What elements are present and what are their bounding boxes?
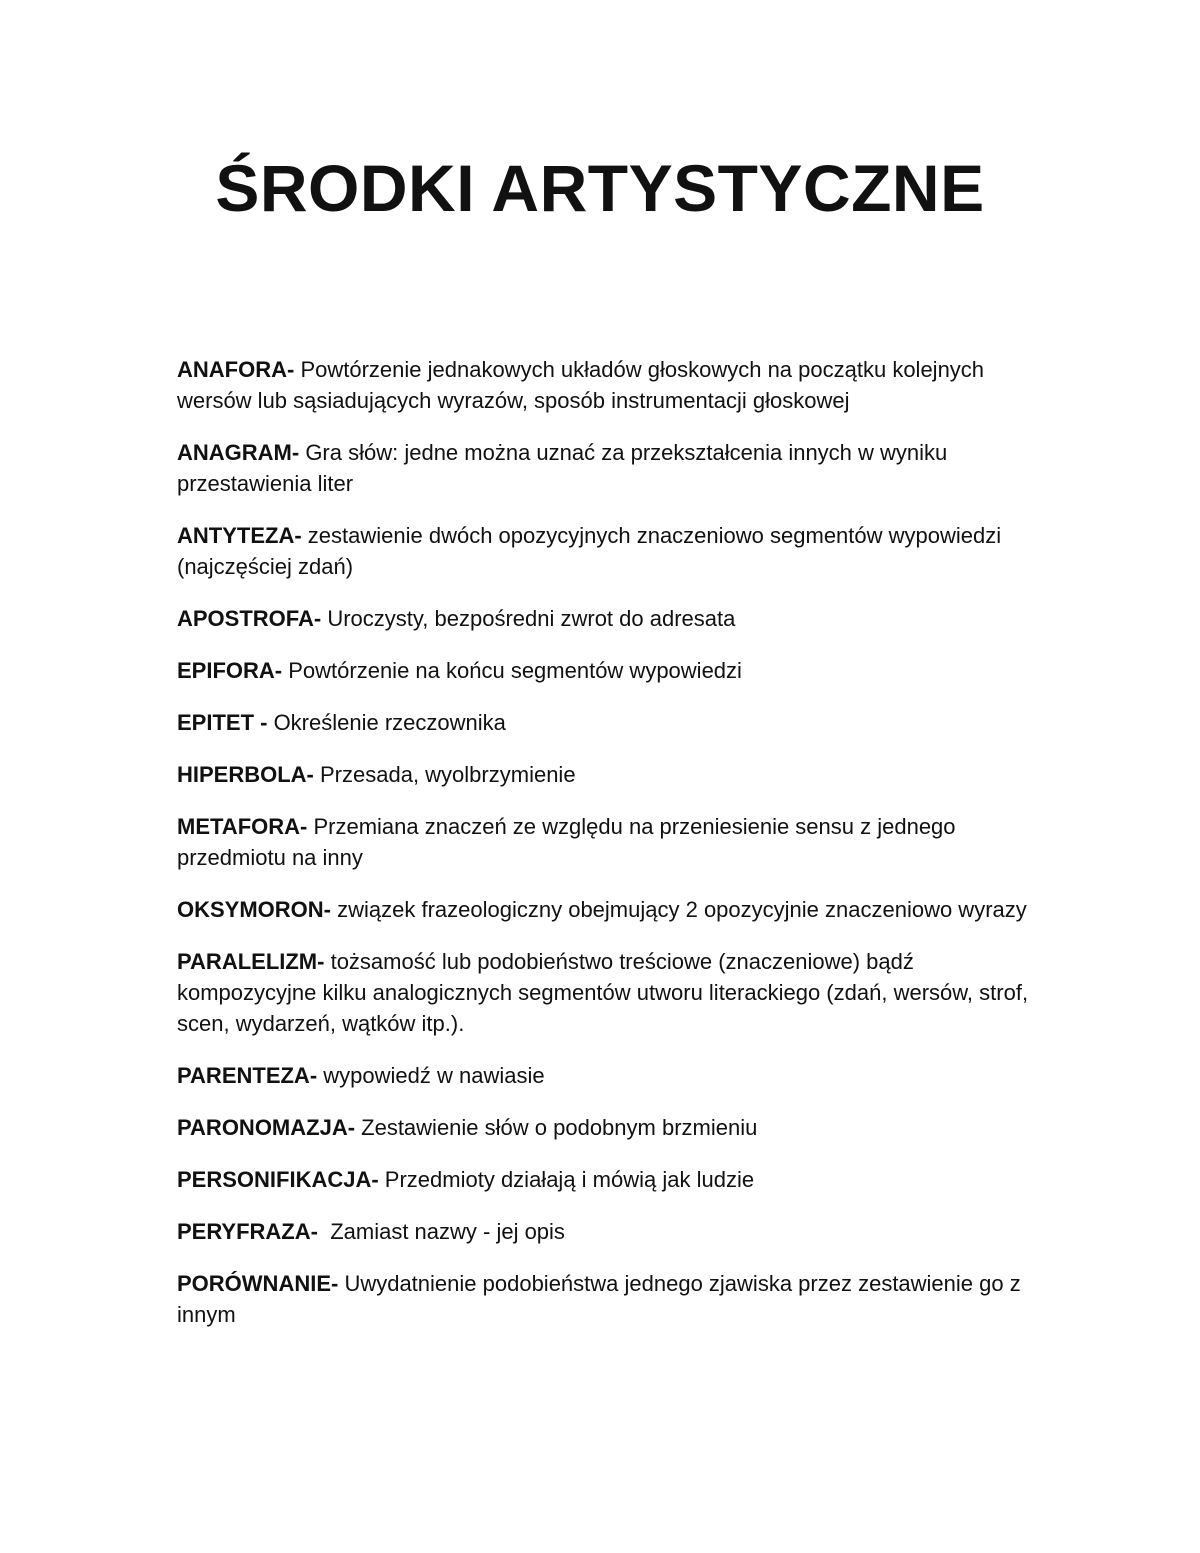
term: EPITET - [177, 710, 268, 735]
definition-entry [177, 603, 1037, 634]
term: EPIFORA- [177, 658, 283, 683]
definition-entry [177, 894, 1037, 925]
definition-entry [177, 354, 1037, 416]
term: PARONOMAZJA- [177, 1115, 356, 1140]
term: METAFORA- [177, 814, 308, 839]
term: HIPERBOLA- [177, 762, 314, 787]
definition-entry [177, 1060, 1037, 1091]
definition-entry [177, 655, 1037, 686]
term: PARENTEZA- [177, 1063, 318, 1088]
definition: Przedmioty działają i mówią jak ludzie [378, 1167, 755, 1192]
definition-entry [177, 437, 1037, 499]
definition-entry [177, 1112, 1037, 1143]
definition: Powtórzenie na końcu segmentów wypowiedzi [282, 658, 742, 683]
definition-entry [177, 811, 1037, 873]
term: ANAGRAM- [177, 440, 300, 465]
definition: Powtórzenie jednakowych układów głoskowych na początku kolejnych wersów lub sąsiadujących wyrazów, sposób instrumentacji głoskowej [177, 357, 985, 413]
definition: Uroczysty, bezpośredni zwrot do adresata [321, 606, 736, 631]
definitions-list [177, 354, 1037, 1330]
definition: zestawienie dwóch opozycyjnych znaczeniowo segmentów wypowiedzi (najczęściej zdań) [177, 523, 1002, 579]
definition-entry [177, 520, 1037, 582]
definition-entry [177, 1216, 1037, 1247]
term: ANTYTEZA- [177, 523, 302, 548]
document-title: ŚRODKI ARTYSTYCZNE [215, 151, 985, 225]
term: OKSYMORON- [177, 897, 331, 922]
term: PERSONIFIKACJA- [177, 1167, 379, 1192]
definition: Zestawienie słów o podobnym brzmieniu [355, 1115, 758, 1140]
definition-entry [177, 1268, 1037, 1330]
term: PARALELIZM- [177, 949, 325, 974]
definition: Przemiana znaczeń ze względu na przeniesienie sensu z jednego przedmiotu na inny [177, 814, 956, 870]
term: APOSTROFA- [177, 606, 322, 631]
definition: Przesada, wyolbrzymienie [313, 762, 576, 787]
definition: tożsamość lub podobieństwo treściowe (znaczeniowe) bądź kompozycyjne kilku analogicznych segmentów utworu literackiego (zdań, wersów, strof, scen, wydarzeń, wątków itp.). [177, 949, 1029, 1036]
definition: Zamiast nazwy - jej opis [317, 1219, 565, 1244]
definition-entry [177, 759, 1037, 790]
definition-entry [177, 707, 1037, 738]
definition: wypowiedź w nawiasie [317, 1063, 545, 1088]
definition: Gra słów: jedne można uznać za przekształcenia innych w wyniku przestawienia liter [177, 440, 948, 496]
term: PORÓWNANIE- [177, 1271, 339, 1296]
definition: Określenie rzeczownika [267, 710, 506, 735]
definition: Uwydatnienie podobieństwa jednego zjawiska przez zestawienie go z innym [177, 1271, 1021, 1327]
definition-entry [177, 946, 1037, 1039]
term: ANAFORA- [177, 357, 295, 382]
term: PERYFRAZA- [177, 1219, 318, 1244]
definition-entry [177, 1164, 1037, 1195]
definition: związek frazeologiczny obejmujący 2 opozycyjnie znaczeniowo wyrazy [331, 897, 1027, 922]
